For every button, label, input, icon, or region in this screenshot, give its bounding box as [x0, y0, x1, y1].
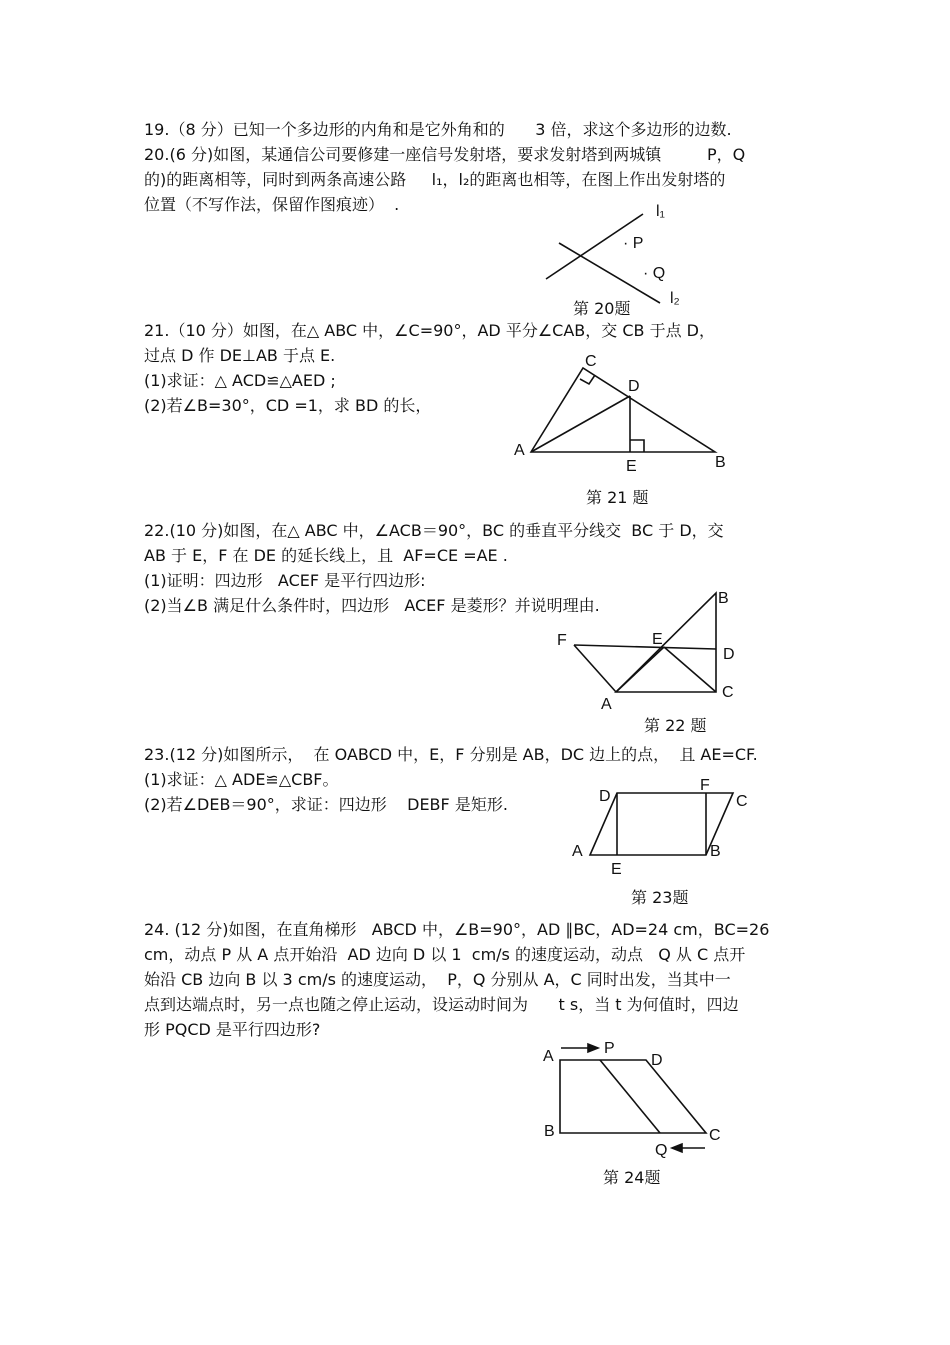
q23-text-line1: 23.(12 分)如图所示， 在 OABCD 中，E，F 分别是 AB，DC 边上的点， 且 AE=CF.	[144, 745, 758, 764]
q20-text-line3: 位置（不写作法，保留作图痕迹） .	[144, 195, 400, 214]
q22-text-line2: AB 于 E，F 在 DE 的延长线上，且 AF=CE =AE .	[144, 546, 508, 565]
vertex-e-label: E	[652, 631, 663, 648]
vertex-c-label: C	[585, 353, 597, 370]
figure-24-caption: 第 24题	[603, 1168, 661, 1187]
vertex-d-label: D	[628, 378, 640, 395]
vertex-a-label: A	[601, 696, 612, 713]
vertex-a-label: A	[514, 442, 525, 459]
vertex-d-label: D	[599, 788, 611, 805]
vertex-e-label: E	[626, 458, 637, 475]
q24-text-line4: 点到达端点时，另一点也随之停止运动，设运动时间为 t s，当 t 为何值时，四边	[144, 995, 739, 1014]
q21-text-line4: (2)若∠B=30°，CD =1，求 BD 的长，	[144, 396, 432, 415]
vertex-a-label: A	[543, 1048, 554, 1065]
q22-text-line4: (2)当∠B 满足什么条件时，四边形 ACEF 是菱形？并说明理由.	[144, 596, 600, 615]
q20-text-line1: 20.(6 分)如图，某通信公司要修建一座信号发射塔，要求发射塔到两城镇 P，Q	[144, 145, 746, 164]
segment-pq	[600, 1060, 660, 1133]
q21-text-line3: (1)求证：△ ACD≌△AED ;	[144, 371, 336, 390]
q21-text-line1: 21.（10 分）如图，在△ ABC 中，∠C=90°，AD 平分∠CAB，交 CB 于点 D，	[144, 321, 715, 340]
label-l2: l₂	[670, 290, 680, 307]
figure-22-caption: 第 22 题	[644, 716, 707, 735]
q24-text-line1: 24. (12 分)如图，在直角梯形 ABCD 中，∠B=90°，AD ∥BC，AD=24 cm，BC=26	[144, 920, 770, 939]
vertex-b-label: B	[715, 454, 726, 471]
arrow-right-icon	[588, 1044, 598, 1052]
point-p-label: · P	[623, 235, 644, 252]
vertex-a-label: A	[572, 843, 583, 860]
q19-text: 19.（8 分）已知一个多边形的内角和是它外角和的 3 倍，求这个多边形的边数.	[144, 120, 732, 139]
q22-text-line3: (1)证明：四边形 ACEF 是平行四边形:	[144, 571, 426, 590]
vertex-f-label: F	[557, 632, 567, 649]
point-q-label: Q	[655, 1142, 668, 1159]
vertex-d-label: D	[723, 646, 735, 663]
vertex-c-label: C	[709, 1127, 721, 1144]
q24-text-line2: cm，动点 P 从 A 点开始沿 AD 边向 D 以 1 cm/s 的速度运动，动点 Q 从 C 点开	[144, 945, 746, 964]
q21-text-line2: 过点 D 作 DE⊥AB 于点 E.	[144, 346, 336, 365]
vertex-e-label: E	[611, 861, 622, 878]
arrow-left-icon	[672, 1144, 682, 1152]
vertex-b-label: B	[718, 590, 729, 607]
figure-20-caption: 第 20题	[573, 299, 631, 318]
point-p-label: P	[604, 1040, 615, 1057]
point-q-label: · Q	[643, 265, 666, 282]
vertex-c-label: C	[736, 793, 748, 810]
q22-text-line1: 22.(10 分)如图，在△ ABC 中，∠ACB＝90°，BC 的垂直平分线交 BC 于 D，交	[144, 521, 724, 540]
vertex-c-label: C	[722, 684, 734, 701]
q24-text-line3: 始沿 CB 边向 B 以 3 cm/s 的速度运动， P，Q 分别从 A，C 同时出发，当其中一	[144, 970, 731, 989]
label-l1: l₁	[656, 203, 665, 220]
vertex-d-label: D	[651, 1052, 663, 1069]
figure-23-caption: 第 23题	[631, 888, 689, 907]
q23-text-line3: (2)若∠DEB＝90°，求证：四边形 DEBF 是矩形.	[144, 795, 508, 814]
vertex-b-label: B	[710, 843, 721, 860]
trapezoid-abcd	[560, 1060, 706, 1133]
q23-text-line2: (1)求证：△ ADE≌△CBF。	[144, 770, 339, 789]
figure-21-caption: 第 21 题	[586, 488, 649, 507]
vertex-b-label: B	[544, 1123, 555, 1140]
vertex-f-label: F	[700, 777, 710, 794]
q24-text-line5: 形 PQCD 是平行四边形?	[144, 1020, 321, 1039]
q20-text-line2: 的)的距离相等，同时到两条高速公路 l₁，l₂的距离也相等，在图上作出发射塔的	[144, 170, 726, 189]
